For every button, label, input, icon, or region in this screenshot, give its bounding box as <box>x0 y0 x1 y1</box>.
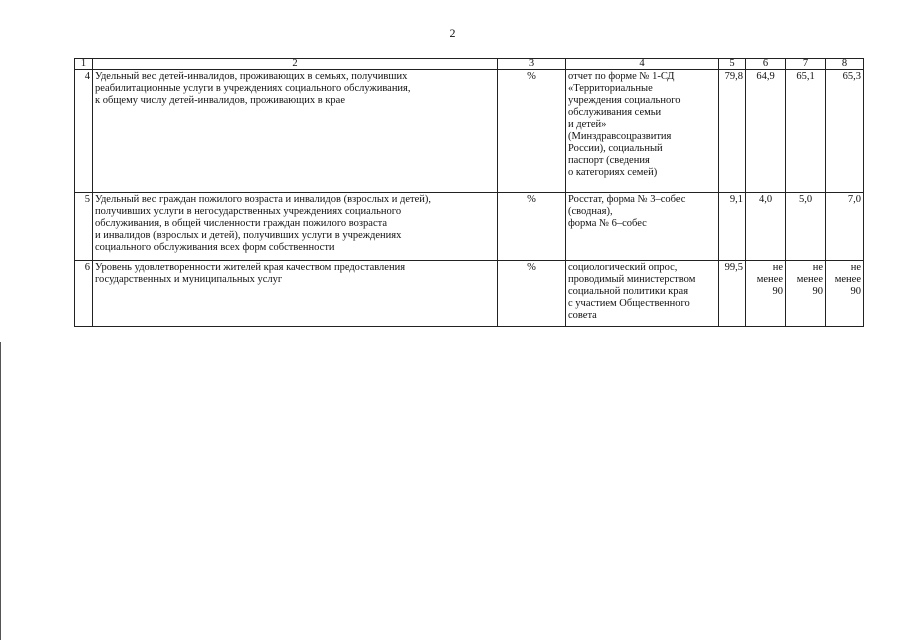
table-row <box>75 193 864 261</box>
page-number: 2 <box>449 26 456 40</box>
source-cell: отчет по форме № 1-СД «Территориальные учреждения социального обслуживания семьи и детей» (Минздравсоцразвития России), социальный паспорт (сведения о категориях семей) <box>566 70 719 193</box>
indicator-name: Удельный вес детей-инвалидов, проживающих в семьях, получивших реабилитационные услуги в учреждениях социального обслуживания, к общему числу детей-инвалидов, проживающих в крае <box>93 70 498 193</box>
row-number: 5 <box>75 193 93 261</box>
value-cell-7: 65,1 <box>786 70 826 193</box>
value-cell-7: 5,0 <box>786 193 826 261</box>
column-header: 2 <box>93 59 498 70</box>
value-cell-5: 79,8 <box>719 70 746 193</box>
value-cell-6: 4,0 <box>746 193 786 261</box>
column-header: 5 <box>719 59 746 70</box>
source-cell: социологический опрос, проводимый министерством социальной политики края с участием Общественного совета <box>566 261 719 327</box>
unit-cell: % <box>498 261 566 327</box>
column-header: 7 <box>786 59 826 70</box>
table-row <box>75 70 864 193</box>
value-cell-6: не менее 90 <box>746 261 786 327</box>
value-cell-5: 9,1 <box>719 193 746 261</box>
unit-cell: % <box>498 70 566 193</box>
unit-cell: % <box>498 193 566 261</box>
value-cell-8: 7,0 <box>826 193 864 261</box>
indicator-name: Удельный вес граждан пожилого возраста и инвалидов (взрослых и детей), получивших услуги в негосударственных учреждениях социального обслуживания, в общей численности граждан пожилого возраста и инвалидов (взрослых и детей), получивших услуги в учреждениях социального обслуживания всех форм собственности <box>93 193 498 261</box>
indicator-name: Уровень удовлетворенности жителей края качеством предоставления государственных и муниципальных услуг <box>93 261 498 327</box>
value-cell-7: не менее 90 <box>786 261 826 327</box>
scan-edge-line <box>0 342 1 640</box>
value-cell-8: не менее 90 <box>826 261 864 327</box>
column-header: 4 <box>566 59 719 70</box>
header-row <box>75 59 864 70</box>
row-number: 6 <box>75 261 93 327</box>
value-cell-8: 65,3 <box>826 70 864 193</box>
row-number: 4 <box>75 70 93 193</box>
column-header: 1 <box>75 59 93 70</box>
table-row <box>75 261 864 327</box>
value-cell-6: 64,9 <box>746 70 786 193</box>
column-header: 6 <box>746 59 786 70</box>
column-header: 3 <box>498 59 566 70</box>
column-header: 8 <box>826 59 864 70</box>
source-cell: Росстат, форма № 3–собес (сводная), форма № 6–собес <box>566 193 719 261</box>
indicators-table <box>74 58 864 327</box>
value-cell-5: 99,5 <box>719 261 746 327</box>
